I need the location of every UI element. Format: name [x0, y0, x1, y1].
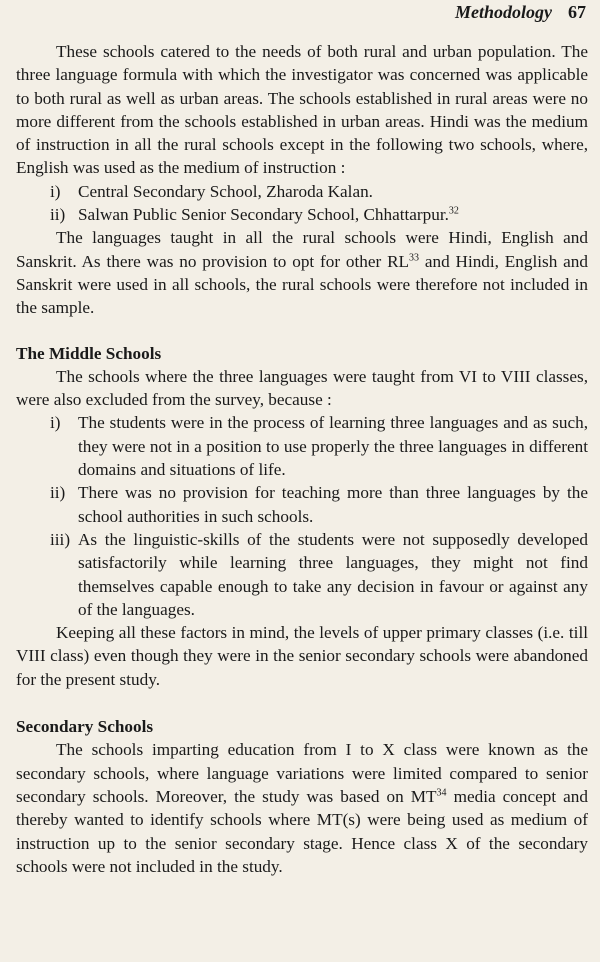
list-item [16, 203, 588, 226]
section-heading-middle-schools: The Middle Schools [16, 343, 162, 363]
footnote-marker: 34 [436, 787, 447, 799]
list-item [16, 180, 588, 203]
page-number: 67 [568, 2, 586, 22]
running-header [455, 2, 586, 23]
paragraph-middle-intro: The schools where the three languages were taught from VI to VIII classes, were also excluded from the survey, because : [16, 366, 588, 410]
list-text: As the linguistic-skills of the students were not supposedly developed satisfactorily while learning three languages, they might not find themselves capable enough to take any decision in favour or against any of the languages. [78, 529, 588, 619]
list-number: iii) [50, 529, 71, 549]
paragraph-middle-closing: Keeping all these factors in mind, the levels of upper primary classes (i.e. till VIII class) even though they were in the senior secondary schools were abandoned for the present study. [16, 623, 588, 689]
list-number: i) [50, 413, 61, 433]
list-item [16, 481, 588, 528]
list-number: i) [50, 181, 61, 201]
body-text [16, 40, 588, 878]
exclusion-reasons-list [16, 411, 588, 621]
list-number: ii) [50, 483, 66, 503]
paragraph-text: media concept and thereby wanted to identify schools where MT(s) were being used as medium of instruction up to the senior secondary stage. Hence class X of the secondary schools were not included in the study. [16, 786, 588, 876]
paragraph-languages-taught [16, 226, 588, 319]
paragraph-secondary [16, 738, 588, 878]
english-medium-schools-list [16, 180, 588, 227]
footnote-marker: 33 [409, 251, 420, 263]
paragraph-text: The schools imparting education from I to X class were known as the secondary schools, where language variations were limited compared to senior secondary schools. Moreover, the study was based on MT [16, 740, 588, 806]
list-item [16, 411, 588, 481]
list-text: There was no provision for teaching more than three languages by the school authorities in such schools. [78, 483, 588, 526]
paragraph-rural-schools: These schools catered to the needs of both rural and urban population. The three language formula with which the investigator was concerned was applicable to both rural as well as urban areas. The schools established in rural areas were no more different from the schools established in urban areas. Hindi was the medium of instruction in all the rural schools except in the following two schools, where, English was used as the medium of instruction : [16, 42, 588, 178]
list-text: Salwan Public Senior Secondary School, Chhattarpur. [78, 205, 449, 225]
footnote-marker: 32 [448, 205, 459, 217]
list-text: Central Secondary School, Zharoda Kalan. [78, 181, 373, 201]
paragraph-text: and Hindi, English and Sanskrit were used in all schools, the rural schools were therefore not included in the sample. [16, 251, 588, 318]
chapter-title: Methodology [455, 2, 552, 22]
list-text: The students were in the process of learning three languages and as such, they were not in a position to use properly the three languages in different domains and situations of life. [78, 413, 588, 480]
section-heading-secondary-schools: Secondary Schools [16, 717, 154, 737]
list-number: ii) [50, 205, 66, 225]
paragraph-text: The languages taught in all the rural schools were Hindi, English and Sanskrit. As there was no provision to opt for other RL [16, 228, 588, 271]
list-item [16, 528, 588, 621]
